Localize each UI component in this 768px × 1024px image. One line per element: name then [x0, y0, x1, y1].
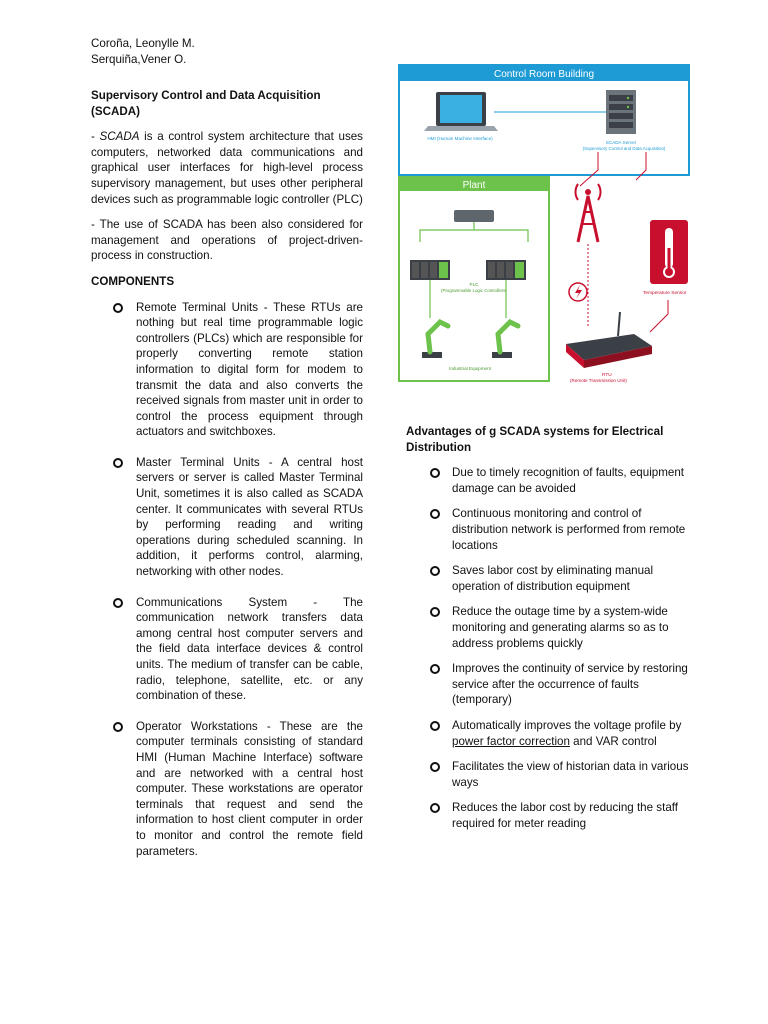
radio-tower-icon	[575, 184, 600, 242]
list-item: Saves labor cost by eliminating manual operation of distribution equipment	[406, 563, 696, 594]
bullet-icon	[113, 458, 123, 468]
right-column	[406, 424, 696, 841]
bullet-icon	[430, 721, 440, 731]
list-item: Reduce the outage time by a system-wide monitoring and generating alarms so as to address problems quickly	[406, 604, 696, 651]
author-1: Coroña, Leonylle M.	[91, 37, 195, 50]
plc-sublabel: (Programmable Logic Controllers)	[441, 288, 507, 293]
advantages-list	[406, 465, 696, 831]
equipment-label: Industrial Equipment	[449, 366, 491, 371]
list-item: Remote Terminal Units - These RTUs are nothing but real time programmable logic controllers (PLCs) which are responsible for properly converting remote station information to digital form for modem to transmit the data and also converts the received signals from master unit in order to control the process equipment through actuators and switchboxes.	[91, 300, 363, 440]
components-list	[91, 300, 363, 860]
rtu-device-icon	[566, 312, 652, 368]
hmi-label: HMI (Human Machine Interface)	[427, 136, 493, 141]
components-heading: COMPONENTS	[91, 274, 175, 288]
bullet-icon	[430, 468, 440, 478]
server-icon	[606, 90, 636, 134]
server-sublabel: (Supervisory Control and Data Acquisition)	[582, 146, 666, 151]
bullet-icon	[430, 803, 440, 813]
thermometer-icon	[650, 220, 688, 284]
bullet-icon	[430, 566, 440, 576]
rtu-sublabel: (Remote Transmission Unit)	[570, 378, 627, 383]
list-item: Reduces the labor cost by reducing the staff required for meter reading	[406, 800, 696, 831]
list-item: Master Terminal Units - A central host servers or server is called Master Terminal Unit, sometimes it is also called as SCADA center. It communicates with several RTUs by performing reading and writing operations during scheduled scanning. In addition, it performs control, alarming, networking with other nodes.	[91, 455, 363, 580]
server-label: SCADA Server	[605, 140, 637, 145]
intro-paragraph-2: - The use of SCADA has been also considered for management and operations of project-driven-process in construction.	[91, 218, 363, 263]
control-room-title: Control Room Building	[493, 69, 595, 80]
list-item: Facilitates the view of historian data in various ways	[406, 759, 696, 790]
rtu-label: RTU	[602, 373, 612, 378]
list-item: Due to timely recognition of faults, equipment damage can be avoided	[406, 465, 696, 496]
plc-label: PLC	[469, 282, 479, 287]
bullet-icon	[113, 303, 123, 313]
bullet-icon	[430, 762, 440, 772]
temperature-sensor-label: Temperature Sensor	[643, 291, 687, 296]
left-column	[91, 88, 363, 874]
list-item: Improves the continuity of service by restoring service after the occurrence of faults (temporary)	[406, 661, 696, 708]
sensor-rtu-link	[650, 300, 668, 332]
bullet-icon	[430, 607, 440, 617]
author-2: Serquiña,Vener O.	[91, 53, 187, 66]
plc-icon	[486, 260, 526, 280]
power-factor-correction-link[interactable]: power factor correction	[452, 734, 570, 748]
scada-term: SCADA	[99, 130, 140, 144]
author-list	[91, 36, 195, 68]
plant-title: Plant	[462, 180, 486, 191]
advantages-heading: Advantages of g SCADA systems for Electrical Distribution	[406, 425, 664, 454]
list-item: Automatically improves the voltage profile by power factor correction and VAR control	[406, 718, 696, 749]
bullet-icon	[113, 598, 123, 608]
plc-icon	[410, 260, 450, 280]
bullet-icon	[430, 664, 440, 674]
document-title: Supervisory Control and Data Acquisition (SCADA)	[91, 89, 321, 118]
bullet-icon	[113, 722, 123, 732]
list-item: Communications System - The communication network transfers data among central host computer servers and the field data interface devices & control units. The medium of transfer can be cable, radio, telephone, satellite, etc. or any combination of these.	[91, 595, 363, 704]
scada-diagram	[398, 64, 698, 386]
list-item: Continuous monitoring and control of distribution network is performed from remote locations	[406, 506, 696, 553]
network-switch-icon	[454, 210, 494, 222]
list-item: Operator Workstations - These are the computer terminals consisting of standard HMI (Human Machine Interface) software and are networked with a central host computer. These workstations are operator terminals that request and send the information to host client computer in order to monitor and control the remote field parameters.	[91, 719, 363, 859]
bullet-icon	[430, 509, 440, 519]
intro-paragraph-1: - SCADA is a control system architecture that uses computers, networked data communications and graphical user interfaces for high-level process supervisory management, but uses other peripheral devices such as programmable logic controller (PLC)	[91, 130, 363, 206]
